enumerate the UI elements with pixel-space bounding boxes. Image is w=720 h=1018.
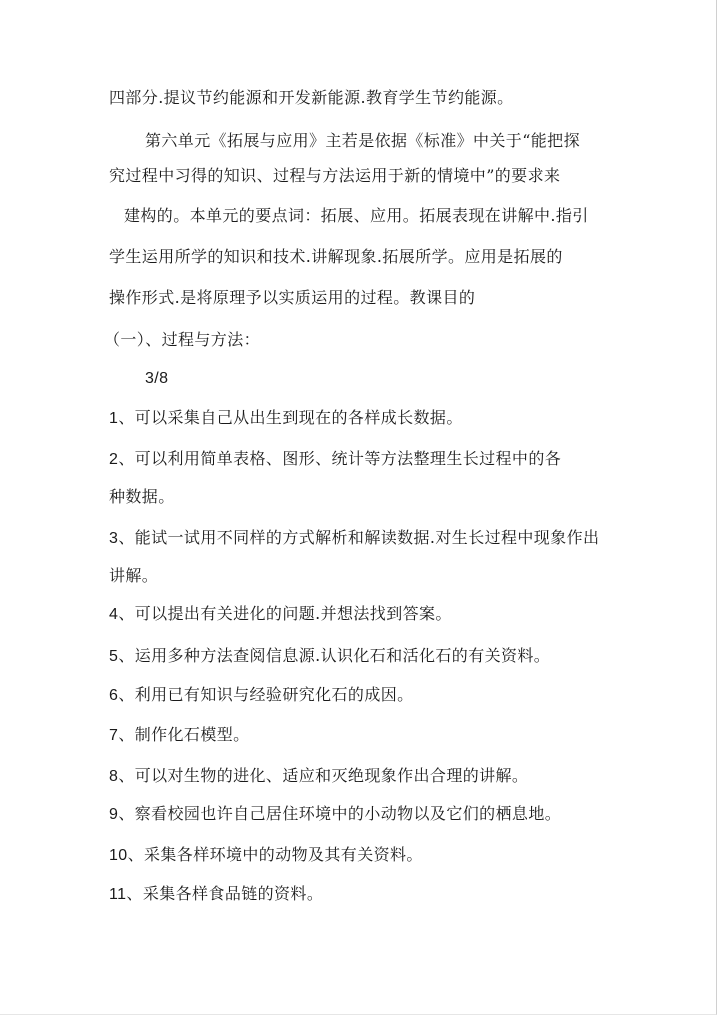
list-item: 3、能试一试用不同样的方式解析和解读数据.对生长过程中现象作出 [109, 528, 600, 547]
list-item: 11、采集各样食品链的资料。 [109, 884, 324, 903]
paragraph-line: 操作形式.是将原理予以实质运用的过程。教课目的 [109, 288, 476, 307]
page-number: 3/8 [145, 370, 169, 387]
list-item: 4、可以提出有关进化的问题.并想法找到答案。 [109, 604, 452, 623]
paragraph-line: 建构的。本单元的要点词：拓展、应用。拓展表现在讲解中.指引 [124, 206, 589, 225]
list-item-continuation: 种数据。 [109, 487, 175, 506]
list-item: 1、可以采集自己从出生到现在的各样成长数据。 [109, 408, 463, 427]
paragraph-line: 究过程中习得的知识、过程与方法运用于新的情境中”的要求来 [109, 166, 561, 185]
list-item: 6、利用已有知识与经验研究化石的成因。 [109, 685, 414, 704]
list-item-continuation: 讲解。 [109, 566, 159, 585]
list-item: 10、采集各样环境中的动物及其有关资料。 [109, 845, 423, 864]
list-item: 8、可以对生物的进化、适应和灭绝现象作出合理的讲解。 [109, 766, 529, 785]
list-item: 7、制作化石模型。 [109, 725, 250, 744]
paragraph-line: 第六单元《拓展与应用》主若是依据《标准》中关于“能把探 [145, 131, 580, 150]
paragraph-line: 学生运用所学的知识和技术.讲解现象.拓展所学。应用是拓展的 [109, 247, 563, 266]
list-item: 2、可以利用简单表格、图形、统计等方法整理生长过程中的各 [109, 449, 562, 468]
list-item: 5、运用多种方法查阅信息源.认识化石和活化石的有关资料。 [109, 646, 551, 665]
paragraph-line: 四部分.提议节约能源和开发新能源.教育学生节约能源。 [109, 88, 514, 107]
section-heading: （一）、过程与方法： [104, 330, 261, 349]
list-item: 9、察看校园也许自己居住环境中的小动物以及它们的栖息地。 [109, 804, 562, 823]
